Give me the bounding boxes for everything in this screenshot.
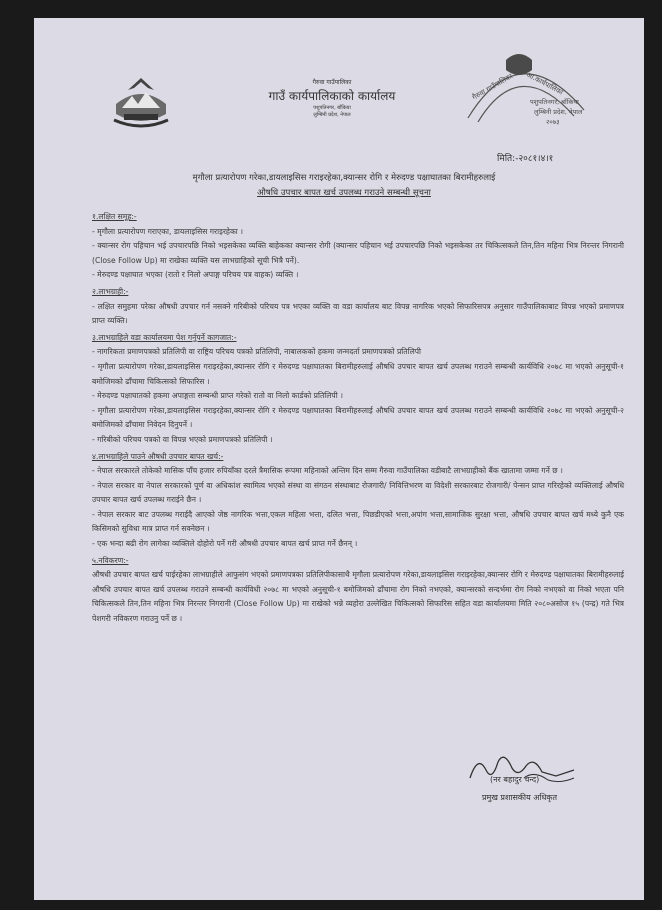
nepal-emblem-icon <box>106 74 176 132</box>
svg-text:गैरुवा गाउँपालिका: गैरुवा गाउँपालिका <box>471 72 515 102</box>
body-paragraph: - लक्षित समुहमा परेका औषधी उपचार गर्न नसक्ने गरिबीको परिचय पत्र भएका व्यक्ति वा वडा कार्यालय बाट विपन्न नागरिक भएको सिफारिसपत्र अनुसार गाउँपालिकाबाट विपन्न भएको प्रमाणपत्र प्राप्त व्यक्ति। <box>92 301 624 326</box>
section-heading: ४.लाभग्राहिले पाउने औषधी उपचार बापत खर्च:- <box>92 451 224 461</box>
body-paragraph: - मृगौला प्रत्यारोपण गराएका, डायलाइसिस गराइरहेका । <box>92 226 244 236</box>
body-paragraph: औषधी उपचार बापत खर्च पाईरहेका लाभग्राहीले आफुसंग भएको प्रमाणपत्रका प्रतिलिपीकासाथै मृगौला प्रत्यारोपण गरेका,डायलाइसिस गराइरहेका,क्यान्सर रोगि र मेरुदण्ड पक्षाघातका बिरामीहरुलाई औषधि उपचार बापत खर्च उपलब्ध गराउने सम्बन्धी कार्यविधी २०७८ मा भएको अनुसूची-१ बमोजिमको ढाँचामा रोग निको नभएको, क्यान्सरको सन्दर्भमा रोग निको नभएको वा निको भएता पनि चिकित्सकले तिन,तिन महिना भित्र निरन्तर निगरानी (Close Follow Up) मा राखेको भन्ने व्यहोरा उल्लेखित चिकित्सको सिफारिस सहित वडा कार्यालयमा मिति २०८०असोज १५ (पन्द्र) गते भित्र पेशगरी नविकरण गराउनु पर्ने छ । <box>92 570 624 624</box>
body-paragraph: - मृगौला प्रत्यारोपण गरेका,डायलाइसिस गराइरहेका,क्यान्सर रोगि र मेरुदण्ड पक्षाघातका बिरामीहरुलाई औषधि उपचार बापत खर्च उपलब्ध गराउने सम्बन्धी कार्यविधि २०७८ मा भएको अनुसूची-१ बमोजिमको ढाँचामा चिकित्सको सिफारिस । <box>92 361 624 386</box>
notice-page <box>34 18 644 900</box>
body-paragraph: - नागरिकता प्रमाणपत्रको प्रतिलिपी वा राष्ट्रिय परिचय पत्रको प्रतिलिपी, नाबालकको हकमा जन्मदर्ता प्रमाणपत्रको प्रतिलिपी <box>92 347 422 357</box>
header-address-1: पशुपतिनगर, बाँकिया <box>313 105 351 111</box>
section-heading: ३.लाभग्राहिले वडा कार्यालयमा पेश गर्नुपर्ने कागजात:- <box>92 332 237 342</box>
svg-text:आ.कार्यपालिका: आ.कार्यपालिका <box>525 70 565 97</box>
header-address-2: लुम्बिनी प्रदेश, नेपाल <box>313 112 351 118</box>
section-heading: २.लाभग्राही:- <box>92 286 129 296</box>
header-municipality: गैरुवा गाउँपालिका <box>312 79 352 86</box>
body-paragraph: - क्यान्सर रोग पहिचान भई उपचारपछि निको भइसकेका व्यक्ति बाहेकका क्यान्सर रोगी (क्यान्सर पहिचान भई उपचारपछि निको भइसकेका तर चिकित्सकले तिन,तिन महिना भित्र निरन्तर निगरानी (Close Follow Up) मा राखेका व्यक्ति यस लाभग्राहिको सूची भित्रै पर्ने). <box>92 241 624 265</box>
body-paragraph: - नेपाल सरकारले तोकेको मासिक पाँच हजार रुपियाँका दरले त्रैमासिक रूपमा महिनाको अन्तिम दिन सम्म गैरुवा गाउँपालिका वडीबाटै लाभग्राहीको बैंक खातामा जम्मा गर्ने छ । <box>92 466 563 476</box>
body-paragraph: - गरिबीको परिचय पत्रको वा विपन्न भएको प्रमाणपत्रको प्रतिलिपी । <box>92 434 273 444</box>
issue-date: मिति:-२०८१।४।१ <box>497 154 554 164</box>
section-heading: १.लक्षित समूह:- <box>92 212 137 221</box>
section-heading: ५.नविकरण:- <box>92 555 129 565</box>
svg-text:पशुपतिनगर, बाँकिया: पशुपतिनगर, बाँकिया <box>530 98 579 106</box>
notice-subtitle: औषधि उपचार बापत खर्च उपलब्ध गराउने सम्बन्धी सूचना <box>257 188 431 198</box>
body-paragraph: - मृगौला प्रत्यारोपण गरेका,डायलाइसिस गराइरहेका,क्यान्सर रोगि र मेरुदण्ड पक्षाघातका बिरामीहरुलाई औषधि उपचार बापत खर्च उपलब्ध गराउने सम्बन्धी कार्यविधि २०७८ मा भएको अनुसूची-२ बमोजिमको ढाँचामा निवेदन दिनुपर्ने । <box>92 405 624 430</box>
body-paragraph: - मेरुदण्ड पक्षाघातको हकमा अपाङ्गता सम्बन्धी प्राप्त गरेको रातो वा निलो कार्डको प्रतिलिपी । <box>92 391 343 401</box>
header-office-title: गाउँ कार्यपालिकाको कार्यालय <box>268 89 396 103</box>
body-paragraph: - नेपाल सरकार बाट उपलब्ध गराईदै आएको जेष्ठ नागरिक भत्ता,एकल महिला भत्ता, दलित भत्ता, पिछडीएको भत्ता,अपांग भत्ता,सामाजिक सुरक्षा भत्ता, औषधि उपचार बापत खर्च मध्ये कुनै एक किसिमको सुविधा मात्र प्राप्त गर्न सक्नेछन । <box>92 509 624 534</box>
notice-title: मृगौला प्रत्यारोपण गरेका,डायलाइसिस गराइरहेका,क्यान्सर रोगि र मेरुदण्ड पक्षाघातका बिरामीहरुलाई <box>192 173 496 183</box>
office-stamp-seal <box>434 40 604 140</box>
signatory-title: प्रमुख प्रशासकीय अधिकृत <box>482 793 558 802</box>
notice-body <box>92 208 624 627</box>
body-paragraph: - एक भन्दा बढी रोग लागेका व्यक्तिले दोहोरो पर्ने गरी औषधी उपचार बापत खर्च प्राप्त गर्ने छैनन् । <box>92 539 358 549</box>
body-paragraph: - नेपाल सरकार वा नेपाल सरकारको पूर्ण वा अधिकांश स्वामित्व भएको संस्था वा संगठन संस्थाबाट रोजगारी/ निवित्तिभरण वा विदेशी सरकारबाट रोजगारी/ पेन्सन प्राप्त गरिरहेको व्यक्तिलाई औषधि उपचार बापत खर्च उपलब्ध गराईने छैन । <box>92 480 624 505</box>
body-paragraph: - मेरुदण्ड पक्षाघात भएका (रातो र निलो अपाङ्ग परिचय पत्र वाहक) व्यक्ति । <box>92 270 299 280</box>
svg-text:लुम्बिनी प्रदेश, नेपाल: लुम्बिनी प्रदेश, नेपाल <box>534 108 583 116</box>
signatory-name: (नर बहादुर चन्द) <box>490 775 540 784</box>
svg-text:२०७३: २०७३ <box>546 118 560 126</box>
